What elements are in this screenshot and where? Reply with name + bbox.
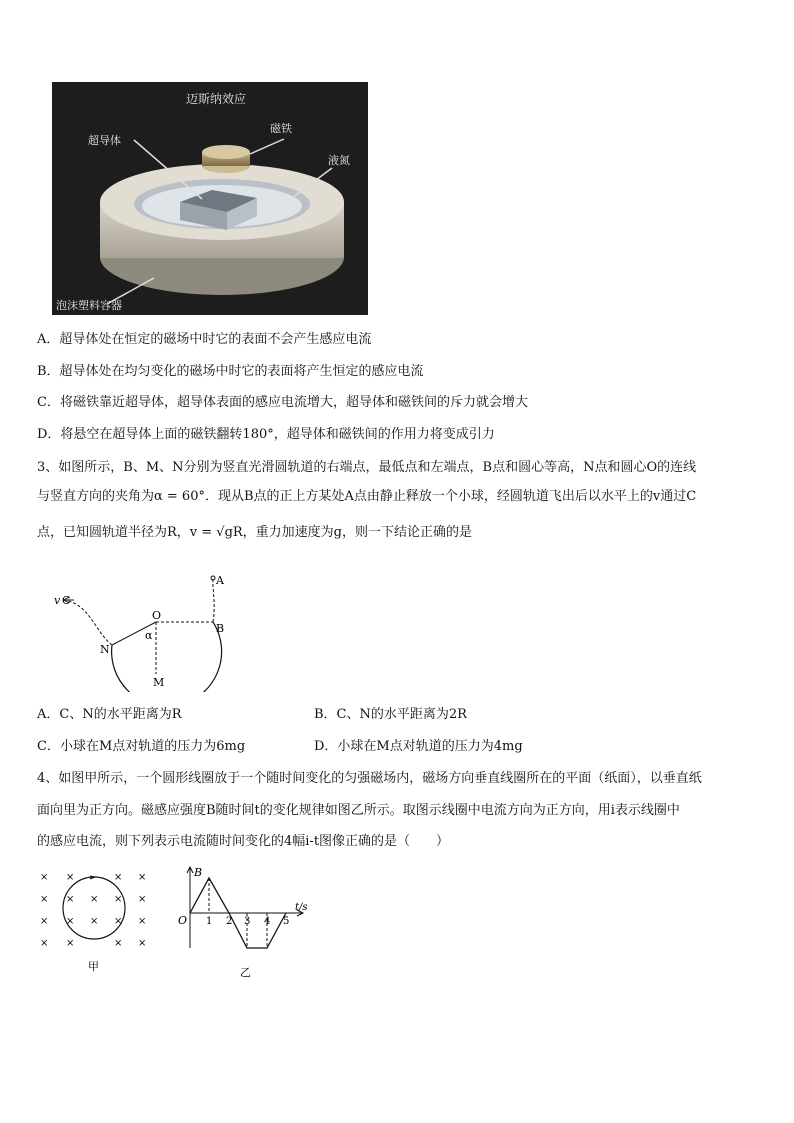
label-point-m: M	[153, 676, 165, 689]
label-point-b: B	[216, 622, 225, 635]
tick-label-3: 3	[244, 916, 251, 927]
q3-track-figure	[40, 562, 240, 692]
label-angle-alpha: α	[145, 629, 153, 642]
q4-figure-coil	[36, 866, 156, 976]
label-origin: O	[178, 914, 188, 927]
cross-mark: ×	[66, 938, 75, 949]
cross-mark: ×	[66, 894, 75, 905]
label-liquid-nitrogen: 液氮	[328, 154, 350, 167]
q3-text-line-3: 点，已知圆轨道半径为R，v = √gR，重力加速度为g，则一下结论正确的是	[37, 525, 473, 540]
tick-label-2: 2	[226, 916, 233, 927]
cross-mark: ×	[114, 872, 123, 883]
q4-text-line-3: 的感应电流，则下列表示电流随时间变化的4幅i-t图像正确的是（ ）	[37, 834, 450, 849]
q3-option-a: A．C、N的水平距离为R	[37, 707, 182, 722]
q4-text-line-2: 面向里为正方向。磁感应强度B随时间t的变化规律如图乙所示。取图示线圈中电流方向为正方向，用i表示线圈中	[37, 803, 680, 818]
cross-mark: ×	[90, 894, 99, 905]
label-t-axis: t/s	[295, 902, 308, 913]
label-point-n: N	[100, 643, 110, 656]
label-center-o: O	[152, 609, 162, 622]
label-magnet: 磁铁	[270, 122, 292, 135]
q2-option-d: D．将悬空在超导体上面的磁铁翻转180°，超导体和磁铁间的作用力将变成引力	[37, 427, 495, 442]
label-foam-container: 泡沫塑料容器	[56, 299, 122, 312]
cross-mark: ×	[66, 916, 75, 927]
cross-mark: ×	[138, 916, 147, 927]
q4-figure-bt-graph	[174, 862, 324, 980]
label-point-c: C	[62, 594, 71, 607]
photo-title: 迈斯纳效应	[186, 92, 247, 106]
cross-mark: ×	[138, 938, 147, 949]
q4-text-line-1: 4、如图甲所示，一个圆形线圈放于一个随时间变化的匀强磁场内，磁场方向垂直线圈所在的平面（纸面），以垂直纸	[37, 771, 702, 786]
cross-mark: ×	[90, 916, 99, 927]
label-velocity: v	[54, 594, 61, 607]
cross-mark: ×	[40, 894, 49, 905]
cross-mark: ×	[40, 938, 49, 949]
meissner-effect-photo	[52, 82, 368, 315]
cross-mark: ×	[114, 938, 123, 949]
q3-option-d: D．小球在M点对轨道的压力为4mg	[314, 739, 523, 754]
q2-option-b: B．超导体处在均匀变化的磁场中时它的表面将产生恒定的感应电流	[37, 364, 424, 379]
label-superconductor: 超导体	[88, 134, 121, 147]
q3-option-b: B．C、N的水平距离为2R	[314, 707, 467, 722]
tick-label-1: 1	[206, 916, 213, 927]
q2-option-c: C．将磁铁靠近超导体，超导体表面的感应电流增大，超导体和磁铁间的斥力就会增大	[37, 395, 528, 410]
cross-mark: ×	[114, 894, 123, 905]
tick-label-4: 4	[264, 916, 271, 927]
cross-mark: ×	[66, 872, 75, 883]
cross-mark: ×	[114, 916, 123, 927]
label-b-axis: B	[194, 866, 203, 879]
q3-text-line-1: 3、如图所示，B、M、N分别为竖直光滑圆轨道的右端点，最低点和左端点，B点和圆心等高，N点和圆心O的连线	[37, 460, 697, 475]
q3-text-line-2: 与竖直方向的夹角为α = 60°．现从B点的正上方某处A点由静止释放一个小球，经圆轨道飞出后以水平上的v通过C	[37, 489, 697, 504]
q3-option-c: C．小球在M点对轨道的压力为6mg	[37, 739, 246, 754]
tick-label-5: 5	[283, 916, 290, 927]
photo-drawing	[52, 82, 368, 315]
label-point-a: A	[216, 574, 224, 587]
cross-mark: ×	[40, 916, 49, 927]
q2-option-a: A．超导体处在恒定的磁场中时它的表面不会产生感应电流	[37, 332, 372, 347]
cross-mark: ×	[138, 894, 147, 905]
figure-label-yi: 乙	[240, 966, 251, 979]
cross-mark: ×	[138, 872, 147, 883]
cross-mark: ×	[40, 872, 49, 883]
figure-label-jia: 甲	[88, 960, 99, 973]
